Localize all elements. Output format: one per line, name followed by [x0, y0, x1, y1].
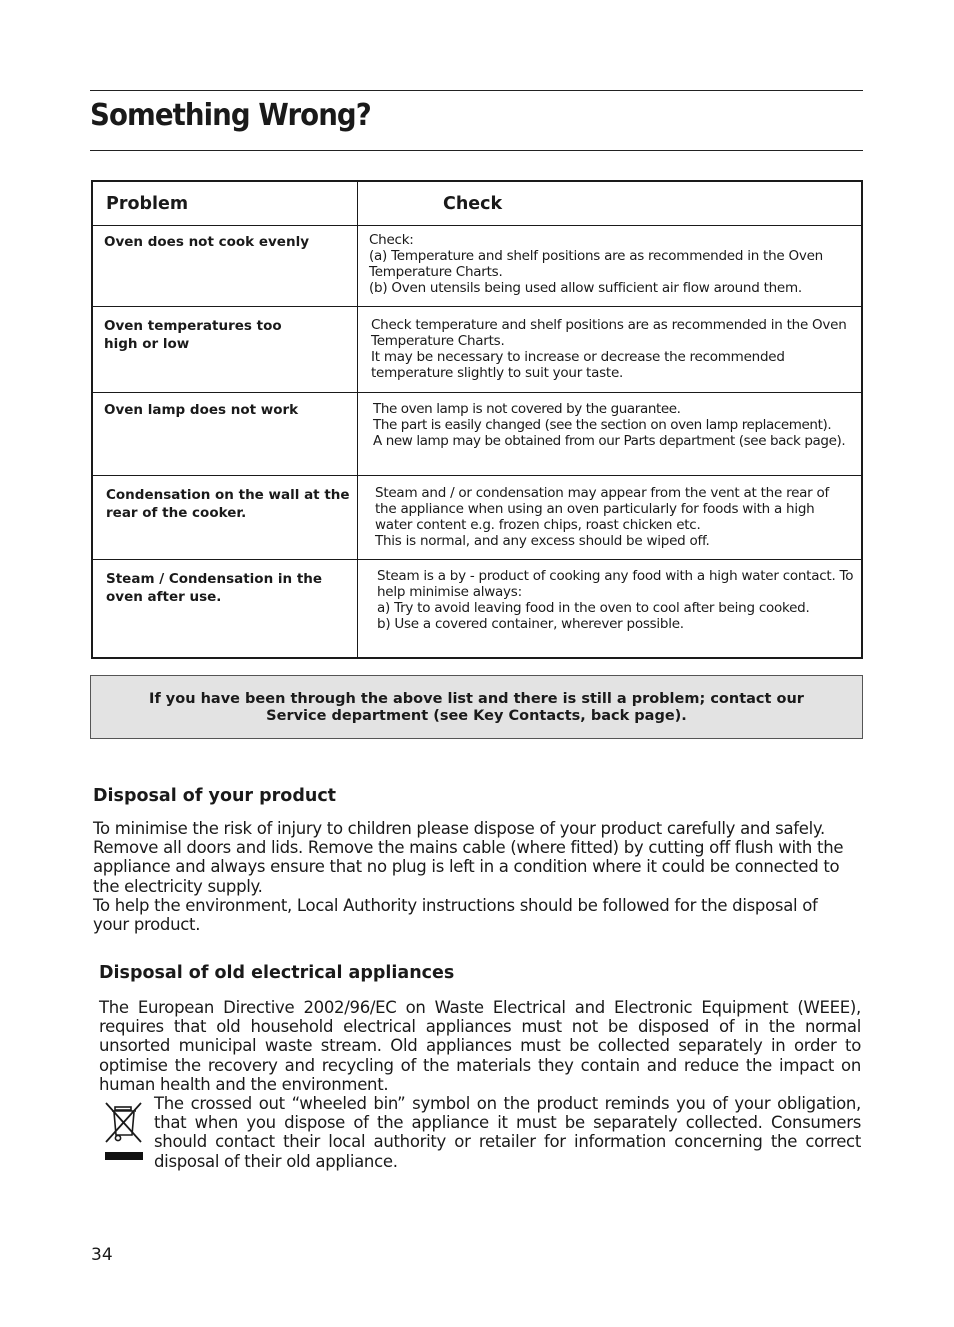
- problem-cell: [92, 393, 358, 476]
- table-row: [92, 560, 862, 658]
- problem-text: Oven lamp does not work: [104, 402, 299, 418]
- check-cell: [358, 476, 863, 560]
- top-rule: [90, 90, 863, 91]
- table-row: [92, 476, 862, 560]
- table-row: [92, 226, 862, 307]
- disposal-product-paragraph-1: To minimise the risk of injury to children please dispose of your product carefully and safely. Remove all doors and lids. Remove the mains cable (where fitted) by cutting off flush with the appliance and always ensure that no plug is left in a condition where it could be connected to the electricity supply.: [93, 819, 844, 896]
- problem-cell: [92, 226, 358, 307]
- troubleshooting-table: [91, 180, 863, 659]
- page-number: 34: [91, 1245, 113, 1265]
- service-notice-text: If you have been through the above list and there is still a problem; contact our Service department (see Key Contacts, back page).: [149, 691, 804, 724]
- disposal-weee-paragraph-2: The crossed out “wheeled bin” symbol on the product reminds you of your obligation, that when you dispose of the appliance it must be separately collected. Consumers should contact their local authority or retailer for information concerning the correct disposal of their old appliance.: [154, 1094, 861, 1171]
- table-row: [92, 393, 862, 476]
- disposal-weee-paragraph-1: The European Directive 2002/96/EC on Waste Electrical and Electronic Equipment (WEEE), requires that old household electrical appliances must not be disposed of in the normal unsorted municipal waste stream. Old appliances must be collected separately in order to optimise the recovery and recycling of the materials they contain and reduce the impact on human health and the environment.: [99, 998, 861, 1094]
- check-cell: [358, 560, 863, 658]
- problem-text: Oven does not cook evenly: [104, 234, 309, 250]
- disposal-weee-heading: Disposal of old electrical appliances: [99, 963, 455, 983]
- check-cell: [358, 226, 863, 307]
- check-cell: [358, 393, 863, 476]
- check-text: Check: (a) Temperature and shelf positions are as recommended in the Oven Temperature Charts. (b) Oven utensils being used allow sufficient air flow around them.: [369, 232, 823, 296]
- service-notice-box: [90, 675, 863, 739]
- crossed-out-wheeled-bin-icon: [103, 1099, 145, 1165]
- table-row: [92, 307, 862, 393]
- check-text: Steam is a by - product of cooking any food with a high water contact. To help minimise always: a) Try to avoid leaving food in the oven to cool after being cooked. b) Use a covered container, wherever possible.: [377, 568, 854, 632]
- check-cell: [358, 307, 863, 393]
- disposal-product-paragraph-2: To help the environment, Local Authority instructions should be followed for the disposal of your product.: [93, 896, 818, 935]
- table-header-row: [92, 181, 862, 226]
- problem-text: Condensation on the wall at the rear of the cooker.: [106, 487, 350, 521]
- page-title: Something Wrong?: [90, 98, 371, 133]
- problem-column-header: Problem: [92, 181, 358, 226]
- check-text: Check temperature and shelf positions are as recommended in the Oven Temperature Charts. It may be necessary to increase or decrease the recommended temperature slightly to suit your taste.: [371, 317, 847, 381]
- check-column-header: Check: [358, 181, 863, 226]
- problem-text: Oven temperatures too high or low: [104, 318, 282, 352]
- disposal-product-heading: Disposal of your product: [93, 786, 337, 806]
- check-text: Steam and / or condensation may appear from the vent at the rear of the appliance when using an oven particularly for foods with a high water content e.g. frozen chips, roast chicken etc. This is normal, and any excess should be wiped off.: [375, 485, 830, 549]
- problem-cell: [92, 560, 358, 658]
- problem-text: Steam / Condensation in the oven after use.: [106, 571, 323, 605]
- problem-cell: [92, 476, 358, 560]
- title-underline-rule: [90, 150, 863, 151]
- check-text: The oven lamp is not covered by the guarantee. The part is easily changed (see the section on oven lamp replacement). A new lamp may be obtained from our Parts department (see back page).: [373, 401, 846, 449]
- problem-cell: [92, 307, 358, 393]
